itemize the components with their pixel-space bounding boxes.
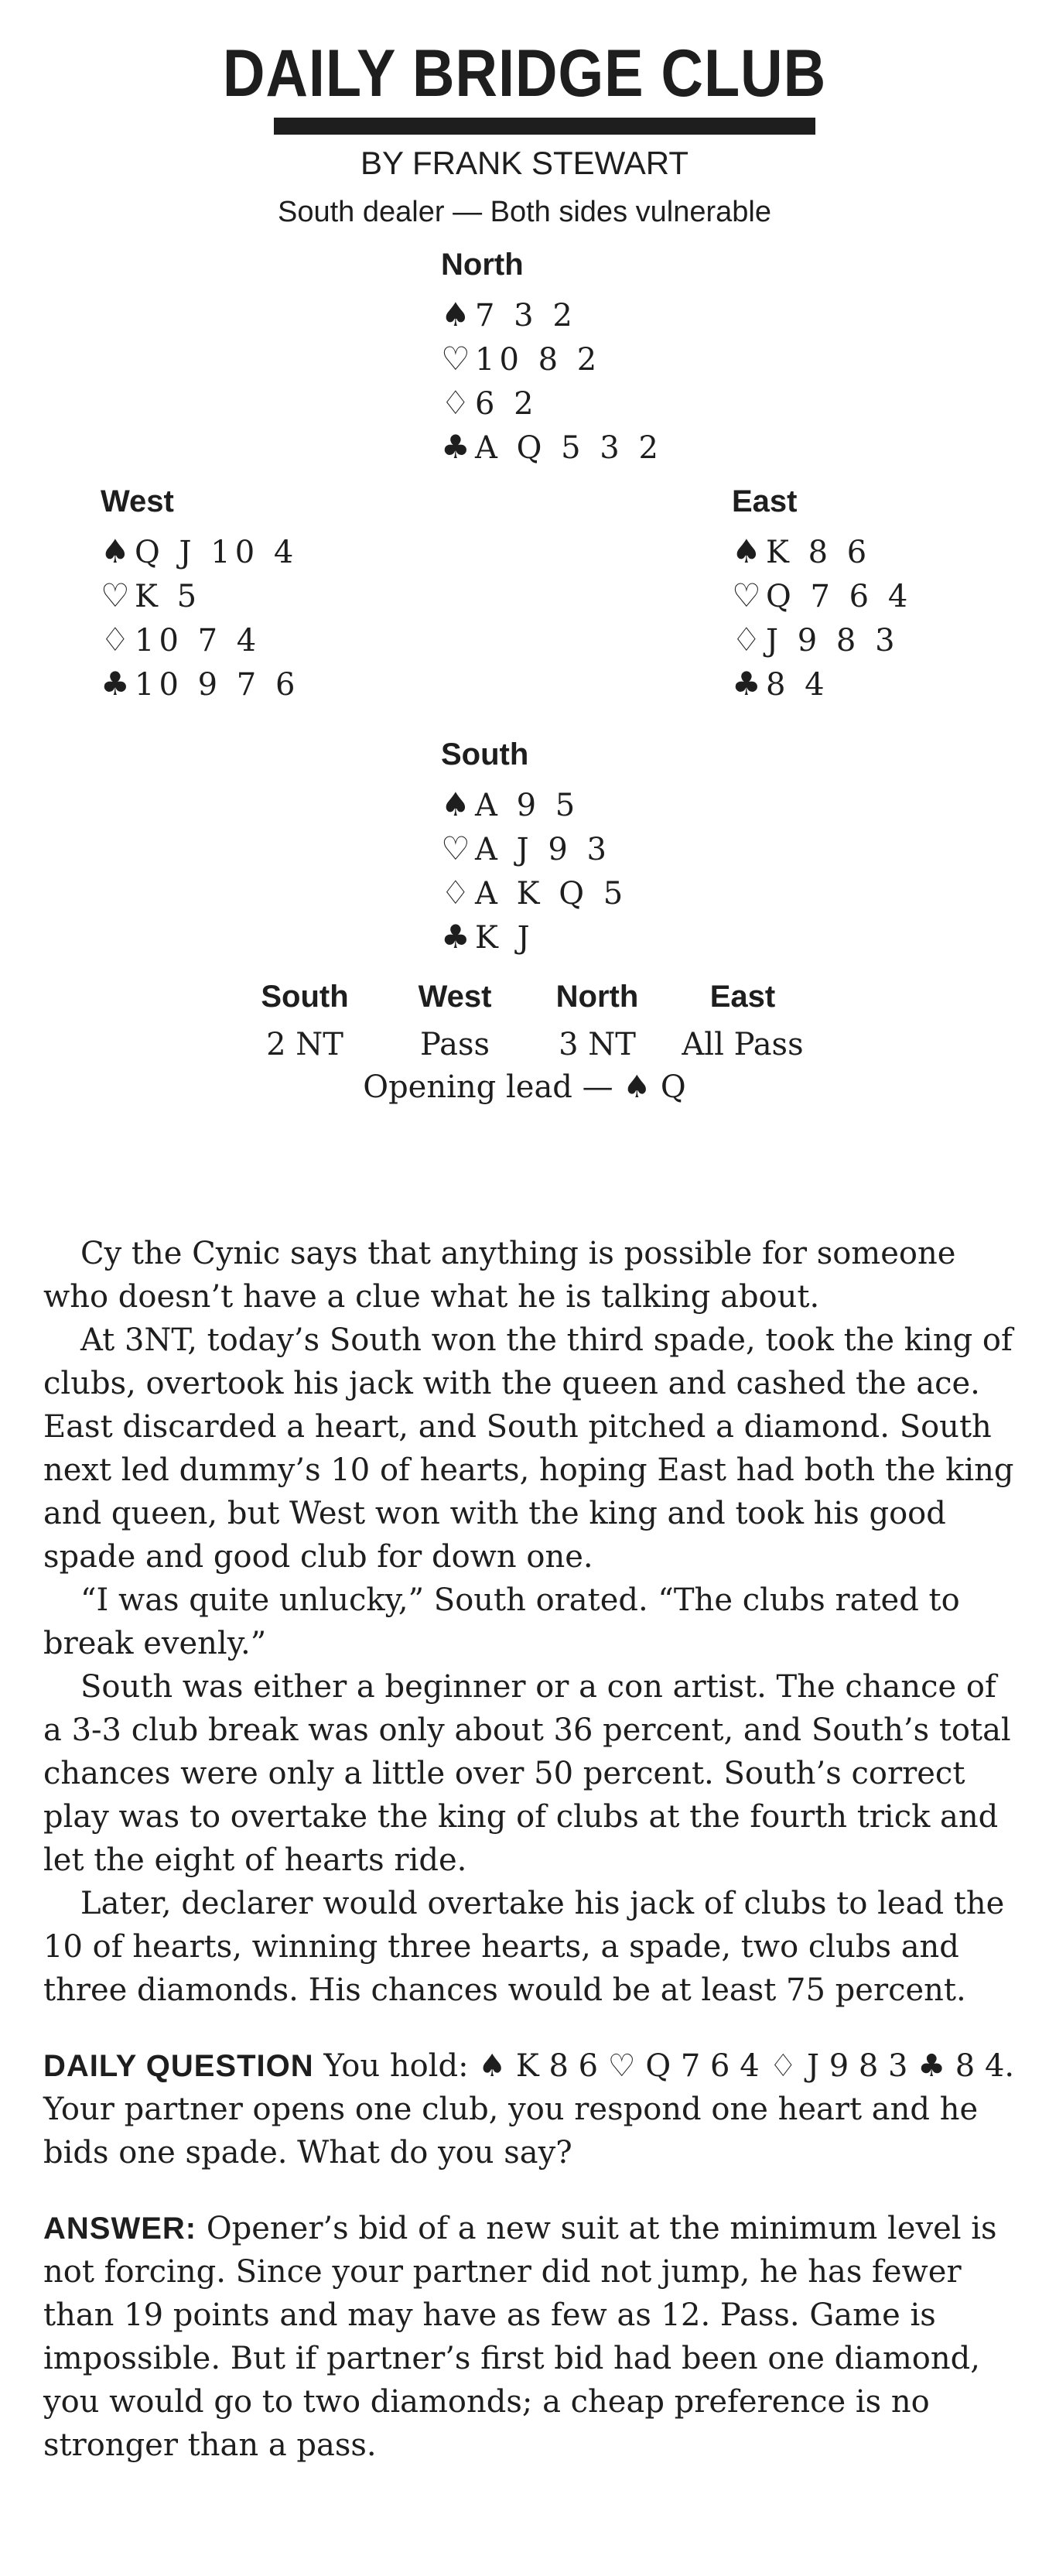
article-paragraph: Cy the Cynic says that anything is possible for someone who doesn’t have a clue what he is talking about.	[43, 1236, 956, 1315]
hand-west	[101, 486, 299, 706]
spade-icon: ♠	[732, 532, 761, 570]
club-cards: A Q 5 3 2	[475, 430, 663, 466]
auction-column-east	[665, 981, 820, 1060]
question-spades: K 8 6	[515, 2048, 599, 2084]
heart-icon: ♡	[441, 340, 470, 378]
club-cards: K J	[475, 920, 535, 956]
spade-cards: K 8 6	[766, 535, 872, 570]
spade-cards: Q J 10 4	[135, 535, 299, 570]
hand-label: North	[441, 248, 524, 282]
diamond-icon: ♢	[441, 384, 470, 422]
question-hearts: Q 7 6 4	[645, 2048, 760, 2084]
article-paragraph: South was either a beginner or a con artist. The chance of a 3-3 club break was only about 36 percent, and South’s total chances were only a little over 50 percent. South’s correct play was to overtake the king of clubs at the fourth trick and let the eight of hearts ride.	[43, 1669, 1011, 1878]
auction-header: South	[261, 980, 349, 1014]
hand-label: East	[732, 484, 798, 518]
diamond-icon: ♢	[769, 2048, 798, 2084]
answer	[43, 2207, 1024, 2467]
article-paragraph: “I was quite unlucky,” South orated. “The clubs rated to break evenly.”	[43, 1582, 960, 1661]
auction-bid: 3 NT	[559, 1027, 636, 1062]
diamond-cards: J 9 8 3	[766, 623, 900, 659]
deal-conditions: South dealer — Both sides vulnerable	[278, 196, 771, 228]
spade-icon: ♠	[441, 785, 470, 823]
hand-south	[441, 739, 627, 959]
hand-label: West	[101, 484, 174, 518]
auction-column-west	[378, 981, 532, 1060]
hand-east	[732, 486, 912, 706]
heart-cards: K 5	[135, 579, 202, 614]
spade-icon: ♠	[101, 532, 130, 570]
auction-header: East	[709, 980, 776, 1014]
auction-header: West	[418, 980, 492, 1014]
heart-cards: Q 7 6 4	[766, 579, 913, 614]
diamond-icon: ♢	[732, 621, 761, 659]
auction-column-south	[227, 981, 382, 1060]
hand-north	[441, 249, 663, 469]
question-clubs: 8 4	[955, 2048, 1005, 2084]
club-icon: ♣	[441, 428, 470, 466]
daily-question-label: DAILY QUESTION	[43, 2049, 314, 2083]
diamond-cards: A K Q 5	[475, 876, 628, 912]
article-paragraph: Later, declarer would overtake his jack of clubs to lead the 10 of hearts, winning three hearts, a spade, two clubs and three diamonds. His chances would be at least 75 percent.	[43, 1886, 1005, 2008]
daily-question-intro: You hold:	[323, 2048, 469, 2084]
title-rule	[274, 118, 815, 135]
diamond-cards: 6 2	[475, 386, 538, 422]
heart-icon: ♡	[101, 576, 130, 614]
question-diamonds: J 9 8 3	[806, 2048, 908, 2084]
auction-column-north	[520, 981, 675, 1060]
club-icon: ♣	[732, 665, 761, 703]
auction-header: North	[555, 980, 639, 1014]
diamond-cards: 10 7 4	[135, 623, 261, 659]
club-icon: ♣	[917, 2048, 946, 2084]
spade-icon: ♠	[441, 296, 470, 334]
answer-text: Opener’s bid of a new suit at the minimum level is not forcing. Since your partner did not jump, he has fewer than 19 points and may have as few as 12. Pass. Game is impossible. But if partner’s first bid had been one diamond, you would go to two diamonds; a cheap preference is no stronger than a pass.	[43, 2211, 997, 2463]
diamond-icon: ♢	[441, 874, 470, 912]
spade-cards: A 9 5	[475, 788, 580, 823]
opening-lead	[0, 1069, 1049, 1105]
spade-cards: 7 3 2	[475, 298, 577, 334]
heart-icon: ♡	[607, 2048, 636, 2084]
hand-label: South	[441, 737, 529, 771]
diamond-icon: ♢	[101, 621, 130, 659]
article-paragraph: At 3NT, today’s South won the third spade, took the king of clubs, overtook his jack with the queen and cashed the ace. East discarded a heart, and South pitched a diamond. South next led dummy’s 10 of hearts, hoping East had both the king and queen, but West won with the king and took his good spade and good club for down one.	[43, 1322, 1014, 1575]
heart-icon: ♡	[441, 830, 470, 867]
auction-bid: All Pass	[682, 1027, 804, 1062]
spade-icon: ♠	[623, 1069, 651, 1105]
club-icon: ♣	[101, 665, 130, 703]
answer-label: ANSWER:	[43, 2212, 197, 2246]
club-cards: 8 4	[766, 667, 829, 703]
opening-lead-text: Opening lead —	[363, 1069, 624, 1105]
byline: BY FRANK STEWART	[360, 145, 689, 181]
column-title: DAILY BRIDGE CLUB	[222, 36, 827, 111]
club-cards: 10 9 7 6	[135, 667, 300, 703]
daily-question	[43, 2044, 1024, 2174]
article-body	[43, 1232, 1024, 2467]
spade-icon: ♠	[478, 2048, 507, 2084]
heart-cards: A J 9 3	[475, 832, 611, 867]
opening-lead-card: Q	[660, 1069, 686, 1105]
club-icon: ♣	[441, 918, 470, 956]
auction-bid: Pass	[419, 1027, 490, 1062]
daily-question-text: . Your partner opens one club, you respond one heart and he bids one spade. What do you say?	[43, 2048, 1015, 2171]
heart-icon: ♡	[732, 576, 761, 614]
heart-cards: 10 8 2	[475, 342, 602, 378]
auction-bid: 2 NT	[266, 1027, 343, 1062]
